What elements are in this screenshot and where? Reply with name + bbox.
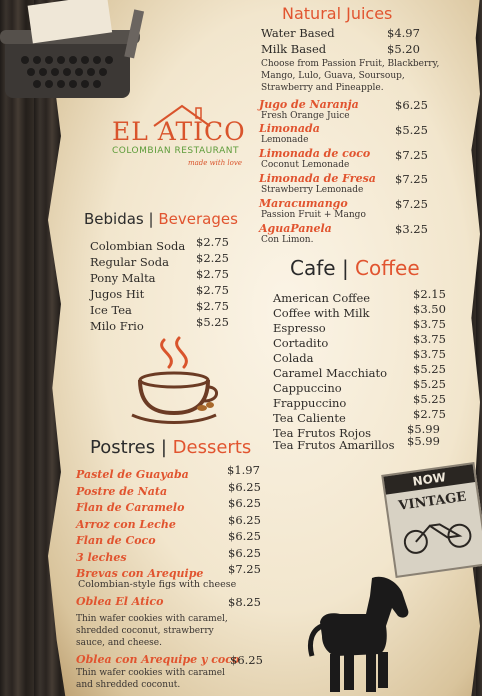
item-name: Postre de Nata	[76, 484, 168, 498]
item-name: Colada	[273, 351, 314, 365]
list-item	[273, 407, 453, 425]
item-price: $2.75	[196, 299, 229, 313]
oblea-desc-line-3: sauce, and cheese.	[76, 638, 162, 648]
water-based-label: Water Based	[261, 26, 335, 40]
juice-item-name: Limonada	[259, 122, 320, 135]
item-price: $3.75	[413, 332, 446, 346]
typewriter-illustration	[0, 0, 150, 110]
vintage-sign-top: NOW	[383, 464, 475, 494]
juice-item-price: $7.25	[395, 197, 428, 211]
item-price: $6.25	[228, 512, 261, 527]
desserts-heading	[90, 437, 251, 458]
natural-juices-title: Natural Juices	[282, 4, 393, 23]
item-price: $7.25	[228, 562, 261, 576]
list-item	[90, 251, 240, 267]
brevas-desc: Colombian-style figs with cheese	[78, 579, 237, 590]
list-item	[76, 546, 276, 563]
desserts-title-es: Postres	[90, 437, 156, 458]
juice-item-price: $7.25	[395, 148, 428, 162]
item-price: $2.75	[196, 267, 229, 281]
bicycle-icon	[394, 508, 479, 559]
list-item	[273, 332, 453, 350]
item-name: Cortadito	[273, 336, 329, 350]
item-price: $5.25	[413, 377, 446, 391]
list-item	[273, 362, 453, 380]
juice-item-desc: Con Limon.	[261, 235, 314, 245]
list-item	[90, 267, 240, 283]
list-item	[76, 463, 276, 480]
heading-divider: |	[148, 210, 154, 228]
item-name: Colombian Soda	[90, 239, 186, 253]
list-item	[90, 235, 240, 251]
list-item	[76, 496, 276, 513]
juice-item-name: AguaPanela	[259, 222, 332, 235]
juice-item-name: Jugo de Naranja	[259, 98, 359, 111]
item-name: Jugos Hit	[90, 287, 145, 301]
item-name: Regular Soda	[90, 255, 169, 269]
item-name: Brevas con Arequipe	[76, 567, 204, 580]
list-item	[76, 513, 276, 530]
horse-statue-image	[300, 570, 420, 696]
juice-item-desc: Passion Fruit + Mango	[261, 210, 366, 220]
item-price: $3.50	[413, 302, 446, 316]
item-name: Tea Frutos Rojos	[273, 426, 372, 440]
coffee-title-en: Coffee	[355, 256, 420, 280]
item-name: Cappuccino	[273, 381, 342, 395]
coffee-heading	[290, 256, 420, 280]
list-item	[273, 347, 453, 365]
juice-item-price: $3.25	[395, 222, 428, 236]
item-name: Coffee with Milk	[273, 306, 370, 320]
juice-item-name: Limonada de Fresa	[259, 172, 376, 185]
list-item	[273, 392, 453, 410]
item-price: $5.99	[407, 422, 440, 436]
list-item	[273, 434, 453, 452]
juice-item-price: $7.25	[395, 172, 428, 186]
juice-item-desc: Fresh Orange Juice	[261, 111, 350, 121]
item-price: $5.99	[407, 434, 440, 448]
item-name: Pony Malta	[90, 271, 156, 285]
beverages-title-es: Bebidas	[84, 210, 144, 228]
desserts-title-en: Desserts	[172, 437, 252, 458]
list-item	[273, 317, 453, 335]
item-name: Pastel de Guayaba	[76, 468, 189, 481]
heading-divider: |	[341, 256, 349, 280]
list-item	[273, 302, 453, 320]
item-name: Espresso	[273, 321, 326, 335]
desserts-list	[76, 463, 276, 579]
item-price: $2.25	[196, 251, 229, 265]
item-name: Frappuccino	[273, 396, 347, 410]
vintage-sign-image	[381, 462, 482, 578]
item-name: Milo Frio	[90, 319, 144, 333]
item-price: $5.25	[196, 315, 229, 329]
item-name: Tea Frutos Amarillos	[273, 438, 395, 452]
juice-item-price: $6.25	[395, 98, 428, 112]
item-name: Flan de Coco	[76, 534, 156, 547]
beverages-heading	[84, 210, 238, 228]
item-name: Flan de Caramelo	[76, 501, 185, 514]
list-item	[90, 283, 240, 299]
item-price: $3.75	[413, 317, 446, 331]
item-price: $2.75	[196, 235, 229, 249]
item-name: 3 leches	[76, 550, 127, 564]
list-item	[90, 315, 240, 331]
oblea-desc-line-1: Thin wafer cookies with caramel,	[76, 614, 228, 624]
item-price: $5.25	[413, 392, 446, 406]
juice-desc-line-1: Choose from Passion Fruit, Blackberry,	[261, 59, 440, 69]
item-name: Arroz con Leche	[76, 517, 176, 531]
juice-item-desc: Lemonade	[261, 135, 309, 145]
heading-divider: |	[160, 437, 167, 458]
juice-item-price: $5.25	[395, 123, 428, 137]
juice-item-name: Maracumango	[259, 197, 348, 210]
beverages-list	[90, 235, 240, 331]
item-name: Tea Caliente	[273, 411, 346, 425]
oblea2-price: $6.25	[230, 653, 263, 667]
beverages-title-en: Beverages	[158, 210, 238, 228]
item-price: $6.25	[228, 529, 261, 543]
juice-item-name: Limonada de coco	[259, 147, 371, 160]
oblea2-desc-line-1: Thin wafer cookies with caramel	[76, 668, 225, 678]
milk-based-price: $5.20	[387, 42, 420, 56]
oblea-desc-line-2: shredded coconut, strawberry	[76, 626, 214, 636]
item-price: $2.15	[413, 287, 446, 301]
list-item	[273, 377, 453, 395]
oblea2-name: Oblea con Arequipe y coco	[76, 653, 240, 666]
coffee-title-es: Cafe	[290, 256, 336, 280]
list-item	[273, 422, 453, 440]
oblea-price: $8.25	[228, 595, 261, 609]
item-price: $1.97	[227, 463, 260, 477]
item-price: $3.75	[413, 347, 446, 361]
item-name: American Coffee	[273, 291, 371, 305]
list-item	[76, 480, 276, 497]
logo-subtitle: COLOMBIAN RESTAURANT	[112, 146, 239, 156]
vintage-sign-main: VINTAGE	[397, 489, 468, 514]
item-price: $6.25	[228, 496, 261, 510]
item-name: Ice Tea	[90, 303, 132, 317]
water-based-price: $4.97	[387, 26, 420, 40]
item-price: $6.25	[228, 479, 261, 494]
list-item	[90, 299, 240, 315]
item-price: $2.75	[413, 407, 446, 421]
juice-item-desc: Strawberry Lemonade	[261, 185, 364, 195]
list-item	[273, 287, 453, 305]
juice-desc-line-2: Mango, Lulo, Guava, Soursoup,	[261, 71, 405, 81]
item-price: $2.75	[196, 283, 229, 297]
oblea2-desc-line-2: and shredded coconut.	[76, 680, 181, 690]
logo-tagline: made with love	[188, 159, 242, 167]
item-name: Caramel Macchiato	[273, 366, 388, 380]
juice-desc-line-3: Strawberry and Pineapple.	[261, 83, 384, 93]
item-price: $6.25	[228, 545, 261, 560]
logo-name: EL ATICO	[112, 117, 246, 146]
juice-item-desc: Coconut Lemonade	[261, 160, 350, 170]
coffee-list	[273, 287, 453, 452]
milk-based-label: Milk Based	[261, 42, 327, 56]
coffee-cup-icon	[124, 335, 224, 425]
list-item	[76, 562, 276, 579]
oblea-name: Oblea El Atico	[76, 595, 164, 608]
list-item	[76, 529, 276, 546]
item-price: $5.25	[413, 362, 446, 376]
